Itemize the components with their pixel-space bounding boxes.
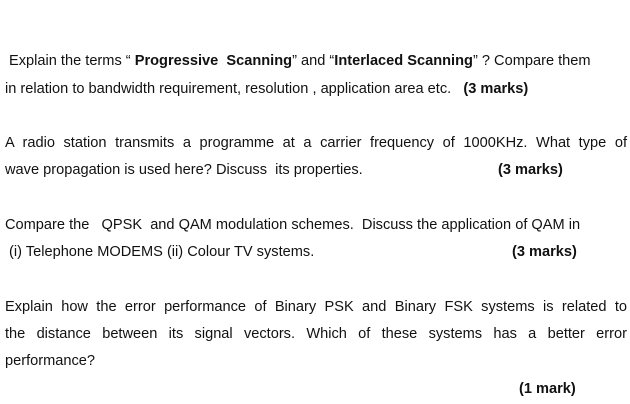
q3-line-2: (i) Telephone MODEMS (ii) Colour TV systems. xyxy=(5,244,315,260)
q1-marks: (3 marks) xyxy=(463,81,529,97)
q2-marks: (3 marks) xyxy=(498,162,563,178)
q2-line-1: A radio station transmits a programme at a carrier frequency of 1000KHz. What type of xyxy=(5,135,627,151)
q4-line-1: Explain how the error performance of Binary PSK and Binary FSK systems is related to xyxy=(5,299,627,315)
q3-line-1: Compare the QPSK and QAM modulation schemes. Discuss the application of QAM in xyxy=(5,217,581,233)
q1-line-1 xyxy=(9,52,591,70)
q1-term-progressive: Progressive Scanning xyxy=(134,53,293,69)
q1-text-b: ” and “ xyxy=(292,53,335,69)
q4-marks: (1 mark) xyxy=(519,381,576,397)
q4-line-3: performance? xyxy=(5,353,96,369)
q1-term-interlaced: Interlaced Scanning xyxy=(334,53,473,69)
q1-line-2 xyxy=(5,80,528,98)
q4-line-2: the distance between its signal vectors. Which of these systems has a better error xyxy=(5,326,627,342)
q1-text-c: ” ? Compare them xyxy=(472,53,591,69)
q1-text-line2: in relation to bandwidth requirement, resolution , application area etc. xyxy=(5,81,452,97)
q3-marks: (3 marks) xyxy=(512,244,577,260)
q2-line-2: wave propagation is used here? Discuss its properties. xyxy=(5,162,363,178)
q1-text-a: Explain the terms “ xyxy=(9,53,135,69)
